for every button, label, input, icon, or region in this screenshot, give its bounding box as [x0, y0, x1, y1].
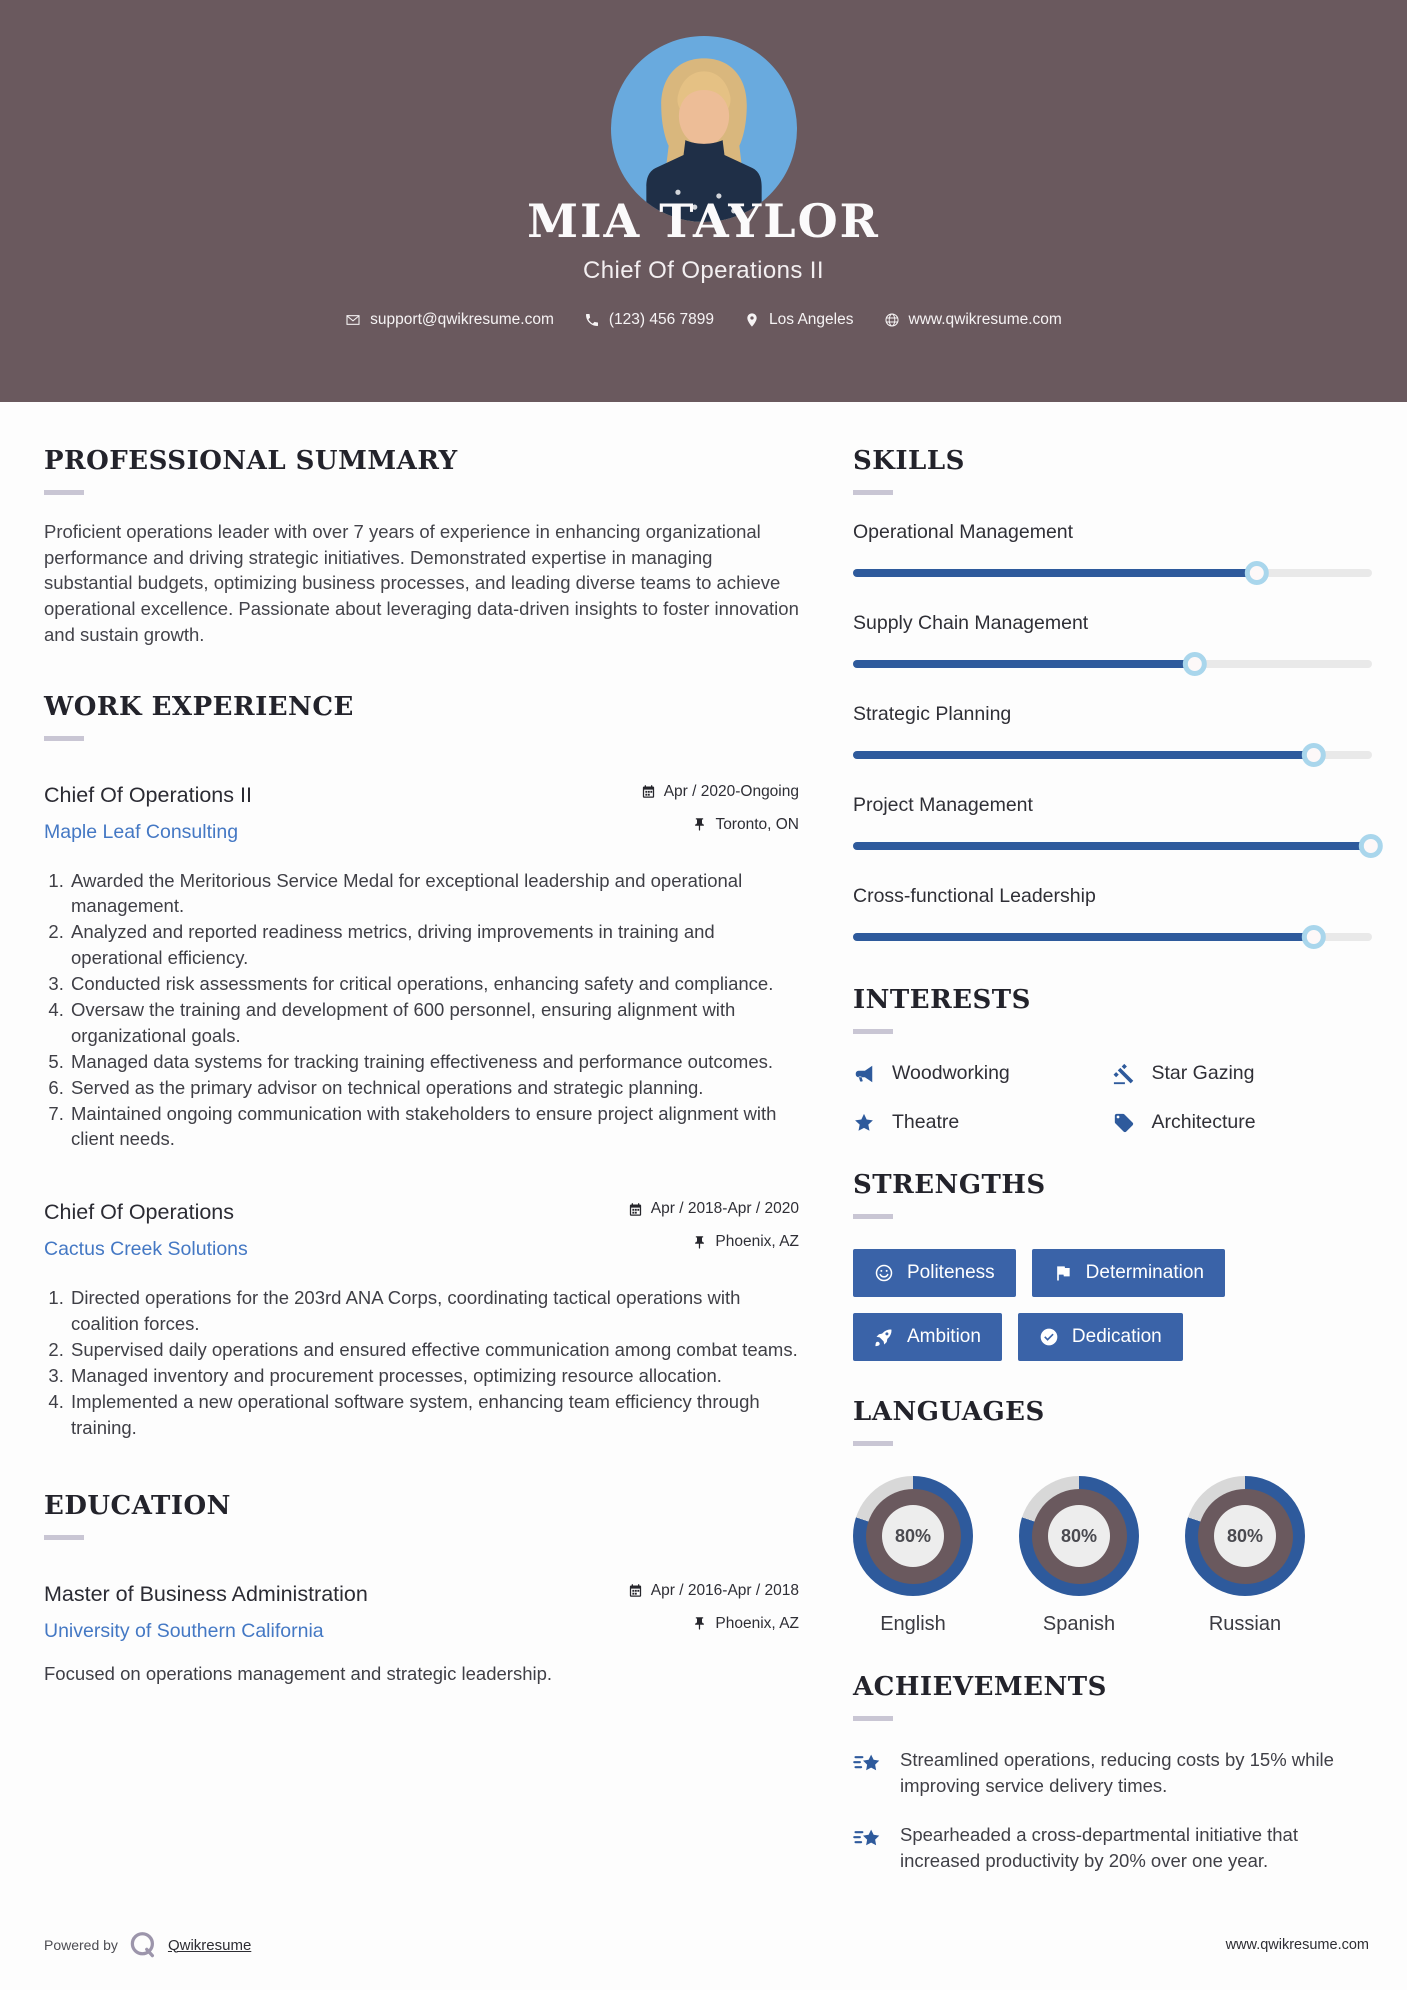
- strength-chip: [853, 1249, 1016, 1297]
- shooting-star-icon: [853, 1824, 883, 1854]
- language-donut-ring: [866, 1489, 961, 1584]
- skills-list: [853, 521, 1372, 949]
- skill-slider[interactable]: [853, 652, 1372, 676]
- rocket-icon: [874, 1327, 894, 1347]
- heading-rule: [853, 1441, 893, 1446]
- megaphone-icon: [853, 1063, 875, 1085]
- pushpin-icon: [692, 1235, 707, 1250]
- interests-list: [853, 1062, 1372, 1134]
- language-donut: [1185, 1476, 1305, 1596]
- job-dates: Apr / 2020-Ongoing: [663, 782, 799, 800]
- summary-heading: PROFESSIONAL SUMMARY: [44, 446, 458, 476]
- contact-item[interactable]: [884, 311, 1062, 329]
- experience-bullet: 3. Conducted risk assessments for critical operations, enhancing safety and compliance.: [69, 971, 799, 997]
- school-link[interactable]: University of Southern California: [44, 1619, 324, 1642]
- experience-bullet: 4. Oversaw the training and development of 600 personnel, ensuring alignment with organizational goals.: [69, 997, 799, 1049]
- experience-bullet: 6. Served as the primary advisor on technical operations and strategic planning.: [69, 1075, 799, 1101]
- pin-icon: [744, 312, 760, 328]
- calendar-icon: [628, 1583, 643, 1598]
- pushpin-icon: [692, 817, 707, 832]
- interests-heading: INTERESTS: [853, 985, 1031, 1015]
- education-heading: EDUCATION: [44, 1490, 231, 1521]
- shooting-star-icon: [853, 1749, 883, 1779]
- language-item: [1019, 1476, 1139, 1636]
- heading-rule: [853, 1029, 893, 1034]
- heading-rule: [853, 1716, 893, 1721]
- education-dates: Apr / 2016-Apr / 2018: [650, 1581, 799, 1599]
- pushpin-icon: [692, 1616, 707, 1631]
- phone-icon: [584, 312, 600, 328]
- person-title: Chief Of Operations II: [583, 257, 824, 284]
- job-location: Phoenix, AZ: [715, 1233, 799, 1251]
- skill-slider-handle[interactable]: [1302, 925, 1326, 949]
- heading-rule: [44, 1535, 84, 1540]
- contact-text: support@qwikresume.com: [370, 311, 554, 328]
- language-label: Russian: [1208, 1613, 1282, 1635]
- language-label: English: [880, 1613, 946, 1635]
- experience-bullet: 4. Implemented a new operational software system, enhancing team efficiency through training.: [69, 1389, 799, 1441]
- profile-photo: [611, 0, 797, 186]
- skill-item: [853, 521, 1372, 585]
- experience-bullet: 1. Awarded the Meritorious Service Medal for exceptional leadership and operational management.: [69, 868, 799, 920]
- job-title: Chief Of Operations: [44, 1200, 235, 1225]
- skill-item: [853, 794, 1372, 858]
- strength-label: Dedication: [1071, 1326, 1162, 1347]
- achievement-item: [853, 1822, 1372, 1875]
- languages-list: [853, 1476, 1372, 1636]
- language-label: Spanish: [1042, 1613, 1116, 1635]
- heading-rule: [853, 490, 893, 495]
- skill-slider-handle[interactable]: [1359, 834, 1383, 858]
- qwikresume-link[interactable]: Qwikresume: [167, 1936, 252, 1954]
- tag-icon: [1113, 1112, 1135, 1134]
- job-entry: [44, 783, 799, 1153]
- check-circle-icon: [1039, 1327, 1059, 1347]
- interest-item: [1113, 1062, 1373, 1085]
- left-column: [44, 446, 799, 1874]
- language-item: [1185, 1476, 1305, 1636]
- experience-heading: WORK EXPERIENCE: [44, 691, 354, 722]
- language-donut: [853, 1476, 973, 1596]
- experience-bullet: 2. Analyzed and reported readiness metrics, driving improvements in training and operational efficiency.: [69, 919, 799, 971]
- skill-fill: [853, 842, 1372, 850]
- strength-label: Politeness: [907, 1262, 995, 1283]
- skill-label: Project Management: [853, 794, 1033, 816]
- degree-title: Master of Business Administration: [44, 1581, 368, 1606]
- person-name: MIA TAYLOR: [527, 194, 880, 248]
- interest-item: [1113, 1111, 1373, 1134]
- calendar-icon: [628, 1202, 643, 1217]
- interest-label: Theatre: [892, 1111, 960, 1133]
- job-dates: Apr / 2018-Apr / 2020: [650, 1200, 799, 1218]
- contact-item[interactable]: [584, 311, 714, 329]
- skill-slider-handle[interactable]: [1245, 561, 1269, 585]
- contact-item[interactable]: [345, 311, 554, 329]
- qwikresume-logo-icon: [128, 1930, 158, 1960]
- contact-text: Los Angeles: [769, 311, 854, 328]
- company-link[interactable]: Cactus Creek Solutions: [44, 1238, 248, 1261]
- skill-slider[interactable]: [853, 925, 1372, 949]
- education-description: Focused on operations management and strategic leadership.: [44, 1662, 553, 1684]
- achievements-list: [853, 1747, 1372, 1874]
- header: [0, 0, 1407, 402]
- languages-heading: LANGUAGES: [853, 1397, 1045, 1427]
- skill-label: Strategic Planning: [853, 703, 1012, 725]
- strength-chip: [1032, 1249, 1225, 1297]
- summary-text: Proficient operations leader with over 7 years of experience in enhancing organizational performance and driving strategic initiatives. Demonstrated expertise in managing substantial budgets, optimizing business processes, and leading diverse teams to achieve operational excellence. Passionate about leveraging data-driven insights to foster innovation and sustain growth.: [44, 521, 799, 645]
- strength-label: Determination: [1085, 1262, 1204, 1283]
- heading-rule: [44, 736, 84, 741]
- strength-chip: [1018, 1313, 1183, 1361]
- strength-chip: [853, 1313, 1002, 1361]
- contact-row: [0, 311, 1407, 329]
- footer-website: www.qwikresume.com: [1225, 1937, 1369, 1953]
- company-link[interactable]: Maple Leaf Consulting: [44, 820, 239, 843]
- language-percent: 80%: [882, 1505, 944, 1567]
- job-meta: [641, 783, 799, 844]
- education-meta: [628, 1582, 799, 1643]
- contact-text: www.qwikresume.com: [908, 311, 1062, 328]
- interest-item: [853, 1111, 1113, 1134]
- powered-by-label: Powered by: [44, 1937, 118, 1953]
- skill-fill: [853, 751, 1315, 759]
- skill-label: Supply Chain Management: [853, 612, 1089, 634]
- smiley-icon: [874, 1263, 894, 1283]
- language-donut-ring: [1198, 1489, 1293, 1584]
- flag-icon: [1053, 1263, 1073, 1283]
- experience-bullet: 5. Managed data systems for tracking training effectiveness and performance outcomes.: [69, 1049, 799, 1075]
- contact-text: (123) 456 7899: [608, 311, 715, 328]
- skill-label: Cross-functional Leadership: [853, 885, 1096, 907]
- experience-bullet: 3. Managed inventory and procurement processes, optimizing resource allocation.: [69, 1363, 799, 1389]
- heading-rule: [853, 1214, 893, 1219]
- skill-slider-handle[interactable]: [1182, 652, 1206, 676]
- language-donut-ring: [1032, 1489, 1127, 1584]
- skill-item: [853, 703, 1372, 767]
- skill-slider[interactable]: [853, 561, 1372, 585]
- skill-item: [853, 885, 1372, 949]
- skills-heading: SKILLS: [853, 446, 965, 476]
- heading-rule: [44, 490, 84, 495]
- globe-icon: [884, 312, 900, 328]
- contact-item[interactable]: [744, 311, 853, 329]
- job-meta: [628, 1200, 799, 1261]
- envelope-icon: [345, 312, 361, 328]
- footer: [44, 1930, 1369, 1960]
- strengths-heading: STRENGTHS: [853, 1170, 1046, 1200]
- calendar-icon: [641, 784, 656, 799]
- interest-label: Star Gazing: [1151, 1062, 1255, 1084]
- experience-bullet: 1. Directed operations for the 203rd ANA Corps, coordinating tactical operations with coalition forces.: [69, 1285, 799, 1337]
- skill-slider[interactable]: [853, 834, 1372, 858]
- achievement-text: Spearheaded a cross-departmental initiative that increased productivity by 20% over one year.: [900, 1823, 1298, 1871]
- star-icon: [853, 1112, 875, 1134]
- skill-label: Operational Management: [853, 521, 1074, 543]
- skill-fill: [853, 569, 1258, 577]
- job-title: Chief Of Operations II: [44, 782, 252, 807]
- language-donut: [1019, 1476, 1139, 1596]
- language-percent: 80%: [1214, 1505, 1276, 1567]
- job-location: Toronto, ON: [715, 815, 799, 833]
- skill-slider[interactable]: [853, 743, 1372, 767]
- interest-label: Architecture: [1151, 1111, 1256, 1133]
- skill-item: [853, 612, 1372, 676]
- education-location: Phoenix, AZ: [715, 1614, 799, 1632]
- job-bullets: [44, 1285, 799, 1440]
- job-bullets: [44, 868, 799, 1153]
- achievement-text: Streamlined operations, reducing costs by 15% while improving service delivery times.: [900, 1749, 1334, 1797]
- skill-fill: [853, 660, 1196, 668]
- content: [0, 402, 1407, 1874]
- language-item: [853, 1476, 973, 1636]
- experience-bullet: 2. Supervised daily operations and ensured effective communication among combat teams.: [69, 1337, 799, 1363]
- experience-bullet: 7. Maintained ongoing communication with stakeholders to ensure project alignment with client needs.: [69, 1101, 799, 1153]
- interest-label: Woodworking: [892, 1062, 1010, 1084]
- education-entry: [44, 1582, 799, 1685]
- achievement-item: [853, 1747, 1372, 1800]
- strength-label: Ambition: [907, 1326, 981, 1347]
- strengths-list: [853, 1249, 1372, 1361]
- achievements-heading: ACHIEVEMENTS: [853, 1672, 1107, 1702]
- skill-fill: [853, 933, 1315, 941]
- right-column: [853, 446, 1372, 1874]
- interest-item: [853, 1062, 1113, 1085]
- gavel-icon: [1113, 1063, 1135, 1085]
- job-entry: [44, 1200, 799, 1440]
- skill-slider-handle[interactable]: [1302, 743, 1326, 767]
- language-percent: 80%: [1048, 1505, 1110, 1567]
